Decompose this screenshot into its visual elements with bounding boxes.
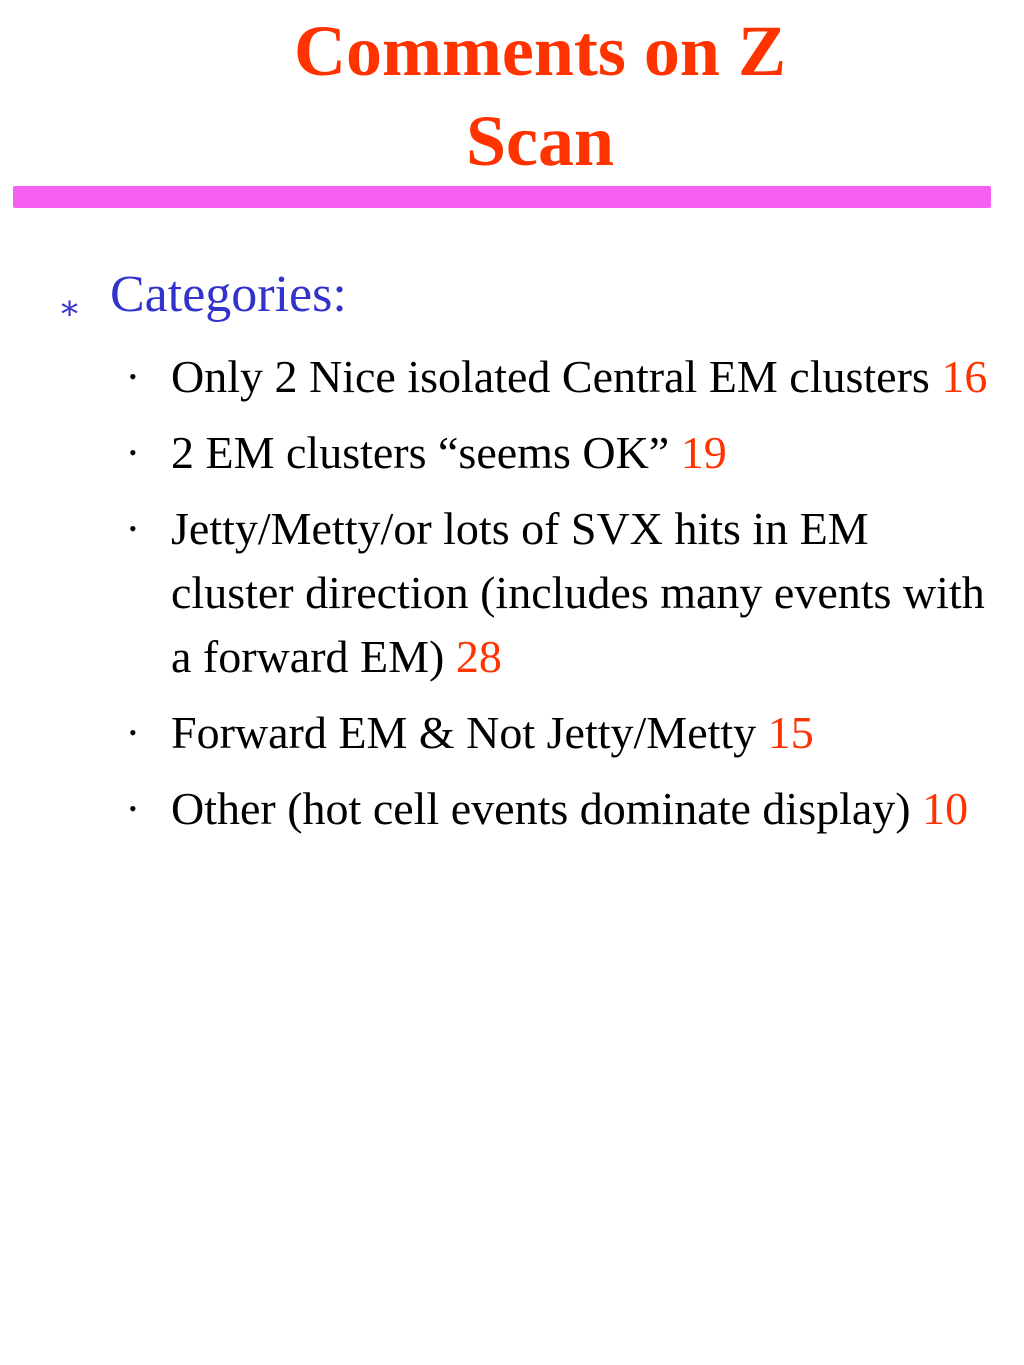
list-item-text: Forward EM & Not Jetty/Metty — [171, 707, 768, 758]
list-item-count: 19 — [680, 427, 727, 478]
list-item-text: Only 2 Nice isolated Central EM clusters — [171, 351, 942, 402]
list-item-count: 15 — [767, 707, 814, 758]
slide-title — [0, 6, 1024, 186]
title-line-1: Comments on Z — [293, 11, 786, 91]
list-item — [121, 421, 1001, 485]
list-item-text: Jetty/Metty/or lots of SVX hits in EM cluster direction (includes many events with a forward EM) — [171, 503, 985, 682]
bullet-dot-icon: • — [129, 364, 137, 389]
bullet-dot-icon: • — [129, 796, 137, 821]
list-item-text: Other (hot cell events dominate display) — [171, 783, 923, 834]
list-item-text: 2 EM clusters “seems OK” — [171, 427, 681, 478]
list-item — [121, 497, 1001, 689]
categories-heading-bullet — [58, 262, 347, 328]
categories-heading: Categories: — [110, 266, 347, 323]
bullet-dot-icon: • — [129, 440, 137, 465]
list-item — [121, 777, 1001, 841]
bullet-dot-icon: • — [129, 516, 137, 541]
list-item-count: 16 — [941, 351, 988, 402]
title-divider — [13, 186, 991, 208]
title-line-2: Scan — [465, 101, 615, 181]
bullet-dot-icon: • — [129, 720, 137, 745]
list-item-count: 10 — [922, 783, 969, 834]
categories-list — [121, 345, 1001, 853]
list-item — [121, 345, 1001, 409]
list-item-count: 28 — [455, 631, 502, 682]
list-item — [121, 701, 1001, 765]
asterisk-bullet-icon: ∗ — [58, 290, 82, 327]
